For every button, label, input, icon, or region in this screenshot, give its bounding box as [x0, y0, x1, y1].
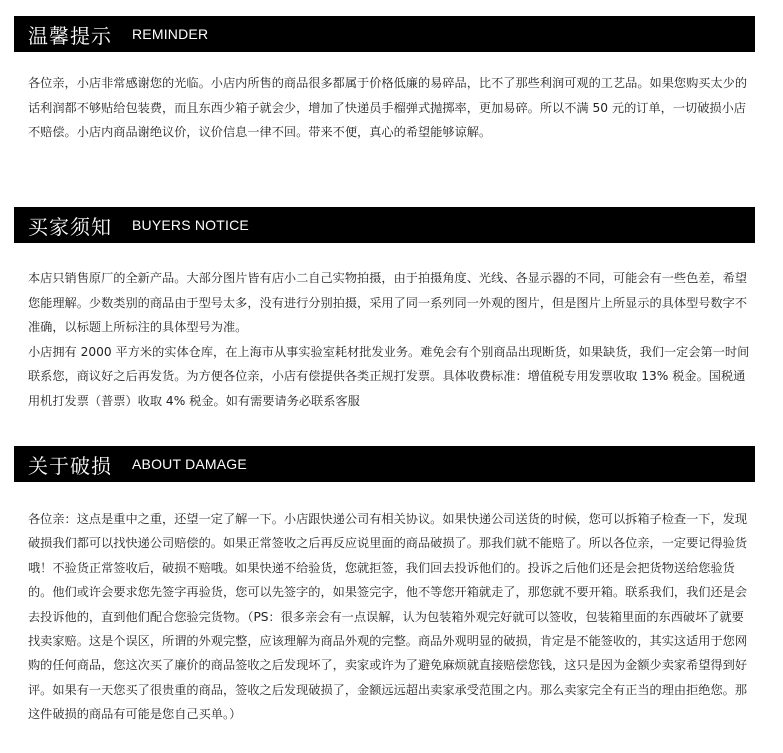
about-damage-paragraph: 各位亲：这点是重中之重，还望一定了解一下。小店跟快递公司有相关协议。如果快递公司送货的时候，您可以拆箱子检查一下，发现破损我们都可以找快递公司赔偿的。如果正常签收之后再反应说里面的商品破损了。那我们就不能赔了。所以各位亲，一定要记得验货哦！不验货正常签收后，破损不赔哦。如果快递不给验货，您就拒签，我们回去投诉他们的。投诉之后他们还是会把货物送给您验货的。他们或许会要求您先签字再验货，您可以先签字的，如果签完字，他不等您开箱就走了，那您就不要开箱。联系我们，我们还是会去投诉他的，直到他们配合您验完货物。（PS：很多亲会有一点误解，认为包装箱外观完好就可以签收，包装箱里面的东西破坏了就要找卖家赔。这是个误区，所谓的外观完整，应该理解为商品外观的完整。商品外观明显的破损，肯定是不能签收的，其实这适用于您网购的任何商品，您这次买了廉价的商品签收之后发现坏了，卖家或许为了避免麻烦就直接赔偿您钱，这只是因为金额少卖家希望得到好评。如果有一天您买了很贵重的商品，签收之后发现破损了，金额远远超出卖家承受范围之内。那么卖家完全有正当的理由拒绝您。那这件破损的商品有可能是您自己买单。）: [28, 512, 748, 722]
buyers-notice-banner: [14, 207, 755, 243]
reminder-paragraph: 各位亲，小店非常感谢您的光临。小店内所售的商品很多都属于价格低廉的易碎品，比不了那些利润可观的工艺品。如果您购买太少的话利润都不够贴给包装费，而且东西少箱子就会少，增加了快递员手榴弹式抛掷率，更加易碎。所以不满 50 元的订单，一切破损小店不赔偿。小店内商品谢绝议价，议价信息一律不回。带来不便，真心的希望能够谅解。: [28, 76, 748, 140]
about-damage-title-zh: 关于破损: [28, 453, 112, 478]
about-damage-body: [14, 507, 755, 727]
buyers-notice-title-en: BUYERS NOTICE: [132, 217, 249, 233]
about-damage-title-en: ABOUT DAMAGE: [132, 456, 247, 472]
reminder-banner: [14, 16, 755, 52]
about-damage-banner: [14, 446, 755, 482]
buyers-notice-title-zh: 买家须知: [28, 214, 112, 239]
buyers-notice-paragraph-1: 本店只销售原厂的全新产品。大部分图片皆有店小二自己实物拍摄，由于拍摄角度、光线、各显示器的不同，可能会有一些色差，希望您能理解。少数类别的商品由于型号太多，没有进行分别拍摄，采用了同一系列同一外观的图片，但是图片上所显示的具体型号数字不准确，以标题上所标注的具体型号为准。: [28, 271, 748, 335]
reminder-title-zh: 温馨提示: [28, 23, 112, 48]
buyers-notice-paragraph-2: 小店拥有 2000 平方米的实体仓库，在上海市从事实验室耗材批发业务。难免会有个别商品出现断货，如果缺货，我们一定会第一时间联系您，商议好之后再发货。为方便各位亲，小店有偿提供各类正规打发票。具体收费标准：增值税专用发票收取 13% 税金。国税通用机打发票（普票）收取 4% 税金。如有需要请务必联系客服: [28, 344, 750, 408]
buyers-notice-body: [14, 266, 755, 414]
reminder-section: [14, 16, 755, 145]
reminder-title-en: REMINDER: [132, 26, 209, 42]
reminder-body: [14, 71, 755, 145]
about-damage-section: [14, 446, 755, 727]
buyers-notice-section: [14, 207, 755, 414]
